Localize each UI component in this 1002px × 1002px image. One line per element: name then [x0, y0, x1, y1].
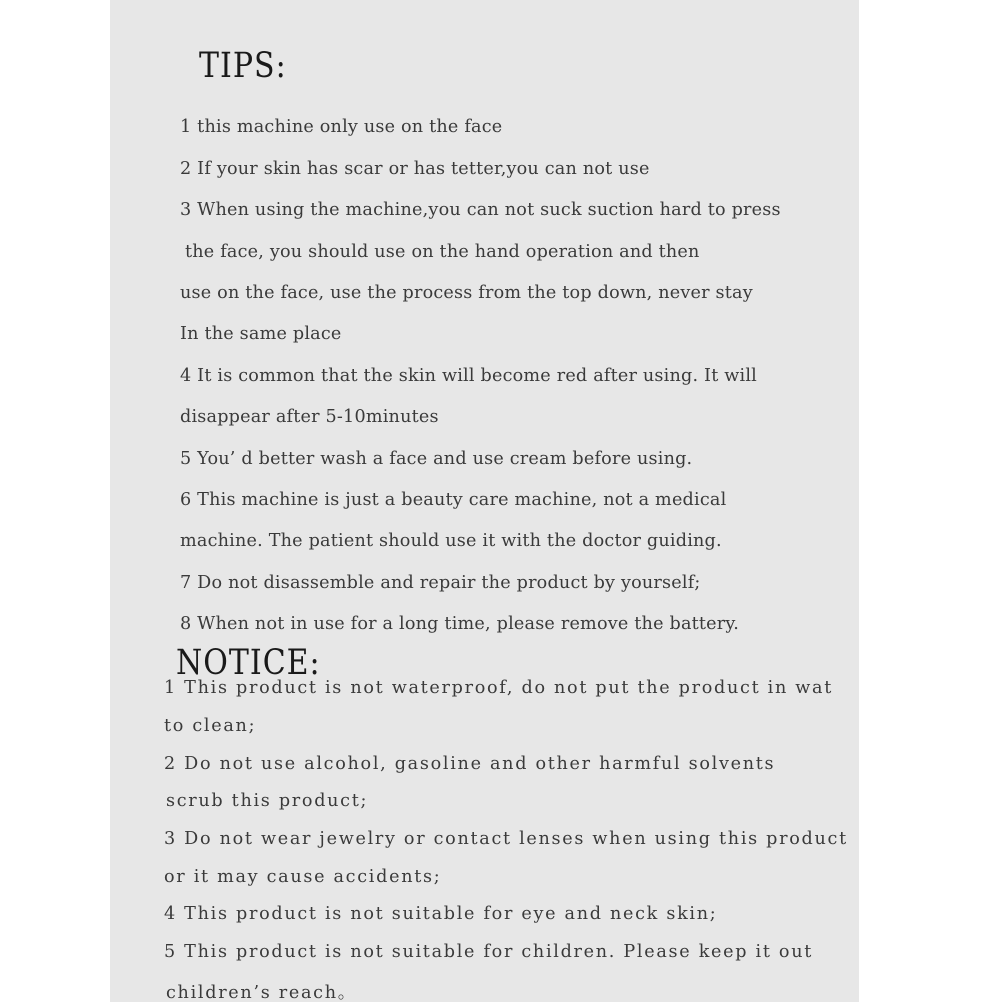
tip-line: disappear after 5-10minutes — [180, 407, 439, 427]
notice-line: 2 Do not use alcohol, gasoline and other harmful solvents — [164, 754, 776, 774]
tips-heading: TIPS: — [199, 46, 287, 87]
notice-line: scrub this product; — [166, 791, 369, 811]
notice-line: children’s reach。 — [166, 983, 358, 1002]
notice-heading: NOTICE: — [176, 643, 321, 684]
tip-line: use on the face, use the process from the top down, never stay — [180, 283, 753, 303]
tip-line: 3 When using the machine,you can not suck suction hard to press — [180, 200, 781, 220]
tip-line: the face, you should use on the hand operation and then — [185, 242, 700, 262]
notice-line: 5 This product is not suitable for children. Please keep it out — [164, 942, 814, 962]
tip-line: 5 You’ d better wash a face and use cream before using. — [180, 449, 693, 469]
notice-line: 4 This product is not suitable for eye and neck skin; — [164, 904, 718, 924]
tip-line: 2 If your skin has scar or has tetter,you can not use — [180, 159, 650, 179]
notice-line: or it may cause accidents; — [164, 867, 442, 887]
notice-line: 3 Do not wear jewelry or contact lenses when using this product — [164, 829, 848, 849]
tip-line: machine. The patient should use it with the doctor guiding. — [180, 531, 722, 551]
tip-line: 7 Do not disassemble and repair the product by yourself; — [180, 573, 701, 593]
instruction-sheet — [110, 0, 859, 1002]
notice-line: 1 This product is not waterproof, do not put the product in wat — [164, 678, 834, 698]
tip-line: In the same place — [180, 324, 342, 344]
tip-line: 8 When not in use for a long time, please remove the battery. — [180, 614, 739, 634]
tip-line: 4 It is common that the skin will become red after using. It will — [180, 366, 757, 386]
tip-line: 6 This machine is just a beauty care machine, not a medical — [180, 490, 727, 510]
notice-line: to clean; — [164, 716, 257, 736]
tip-line: 1 this machine only use on the face — [180, 117, 503, 137]
